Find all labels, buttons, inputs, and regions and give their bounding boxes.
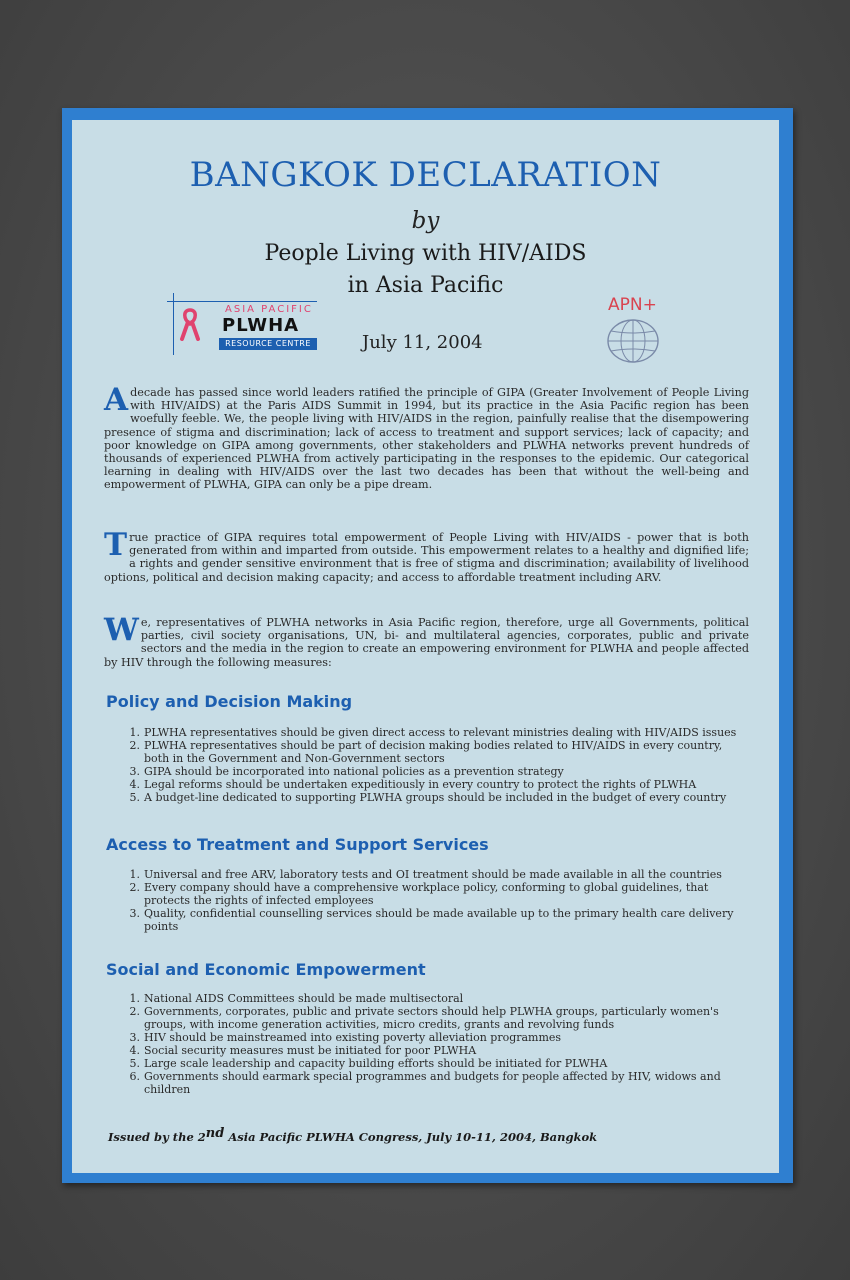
list-item: 1. Universal and free ARV, laboratory tests and OI treatment should be made available in all the countries xyxy=(129,868,722,881)
date: July 11, 2004 xyxy=(362,332,483,353)
plwha-logo xyxy=(167,293,323,355)
list-item: 2. Every company should have a comprehensive workplace policy, conforming to global guidelines, that protects the rights of infected employees xyxy=(129,881,709,907)
poster xyxy=(72,120,779,1173)
red-ribbon-icon xyxy=(179,307,201,341)
dropcap: A xyxy=(104,382,129,418)
by-line: by xyxy=(411,208,440,234)
list-item: 2. PLWHA representatives should be part of decision making bodies related to HIV/AIDS in every country, both in the Government and Non-Government sectors xyxy=(129,739,723,765)
globe-icon xyxy=(606,319,660,363)
list-item: 6. Governments should earmark special programmes and budgets for people affected by HIV, widows and children xyxy=(129,1070,721,1096)
section-heading-policy: Policy and Decision Making xyxy=(106,692,353,711)
paragraph-2: True practice of GIPA requires total empowerment of People Living with HIV/AIDS - power that is both generated from within and imparted from outside. This empowerment relates to a healthy and dignified life; a rights and gender sensitive environment that is free of stigma and discrimination; availability of livelihood options, political and decision making capacity; and access to affordable treatment including ARV. xyxy=(104,527,749,584)
list-item: 4. Social security measures must be initiated for poor PLWHA xyxy=(129,1044,477,1057)
logo-line-2: PLWHA xyxy=(222,315,300,336)
paragraph-1: Adecade has passed since world leaders ratified the principle of GIPA (Greater Involvement of People Living with HIV/AIDS) at the Paris AIDS Summit in 1994, but its practice in the Asia Pacific region has been woefully feeble. We, the people living with HIV/AIDS in the region, painfully realise that the disempowering presence of stigma and discrimination; lack of access to treatment and support services; lack of capacity; and poor knowledge on GIPA among governments, other stakeholders and PLWHA networks prevent hundreds of thousands of experienced PLWHA from actively participating in the responses to the epidemic. Our categorical learning in dealing with HIV/AIDS over the last two decades has been that without the well-being and empowerment of PLWHA, GIPA can only be a pipe dream. xyxy=(104,382,749,492)
paragraph-3: We, representatives of PLWHA networks in Asia Pacific region, therefore, urge all Governments, political parties, civil society organisations, UN, bi- and multilateral agencies, corporates, public and private sectors and the media in the region to create an empowering environment for PLWHA and people affected by HIV through the following measures: xyxy=(104,612,749,669)
list-item: 3. HIV should be mainstreamed into existing poverty alleviation programmes xyxy=(129,1031,562,1044)
apn-logo-text: APN+ xyxy=(608,295,657,315)
footer-issued-by: Issued by the 2nd Asia Pacific PLWHA Congress, July 10-11, 2004, Bangkok xyxy=(108,1126,598,1144)
list-access xyxy=(122,868,741,933)
logo-line-3: RESOURCE CENTRE xyxy=(219,338,317,350)
section-heading-social: Social and Economic Empowerment xyxy=(106,960,426,979)
list-item: 1. PLWHA representatives should be given direct access to relevant ministries dealing with HIV/AIDS issues xyxy=(129,726,737,739)
list-item: 3. Quality, confidential counselling services should be made available up to the primary health care delivery points xyxy=(129,907,734,933)
page-title: BANGKOK DECLARATION xyxy=(189,155,662,195)
list-item: 2. Governments, corporates, public and private sectors should help PLWHA groups, particularly women's groups, with income generation activities, micro credits, grants and revolving funds xyxy=(129,1005,719,1031)
subtitle-line-1: People Living with HIV/AIDS xyxy=(264,241,587,266)
list-item: 4. Legal reforms should be undertaken expeditiously in every country to protect the rights of PLWHA xyxy=(129,778,697,791)
list-item: 1. National AIDS Committees should be made multisectoral xyxy=(129,992,464,1005)
subtitle-line-2: in Asia Pacific xyxy=(347,273,504,298)
section-heading-access: Access to Treatment and Support Services xyxy=(106,835,489,854)
poster-frame xyxy=(62,108,793,1183)
dropcap: T xyxy=(104,527,128,563)
dropcap: W xyxy=(104,612,139,648)
list-item: 5. A budget-line dedicated to supporting PLWHA groups should be included in the budget of every country xyxy=(129,791,727,804)
apn-logo xyxy=(600,295,666,365)
list-item: 5. Large scale leadership and capacity building efforts should be initiated for PLWHA xyxy=(129,1057,608,1070)
list-social xyxy=(122,992,741,1096)
list-item: 3. GIPA should be incorporated into national policies as a prevention strategy xyxy=(129,765,564,778)
logo-line-1: ASIA PACIFIC xyxy=(225,304,313,315)
list-policy xyxy=(122,726,741,804)
